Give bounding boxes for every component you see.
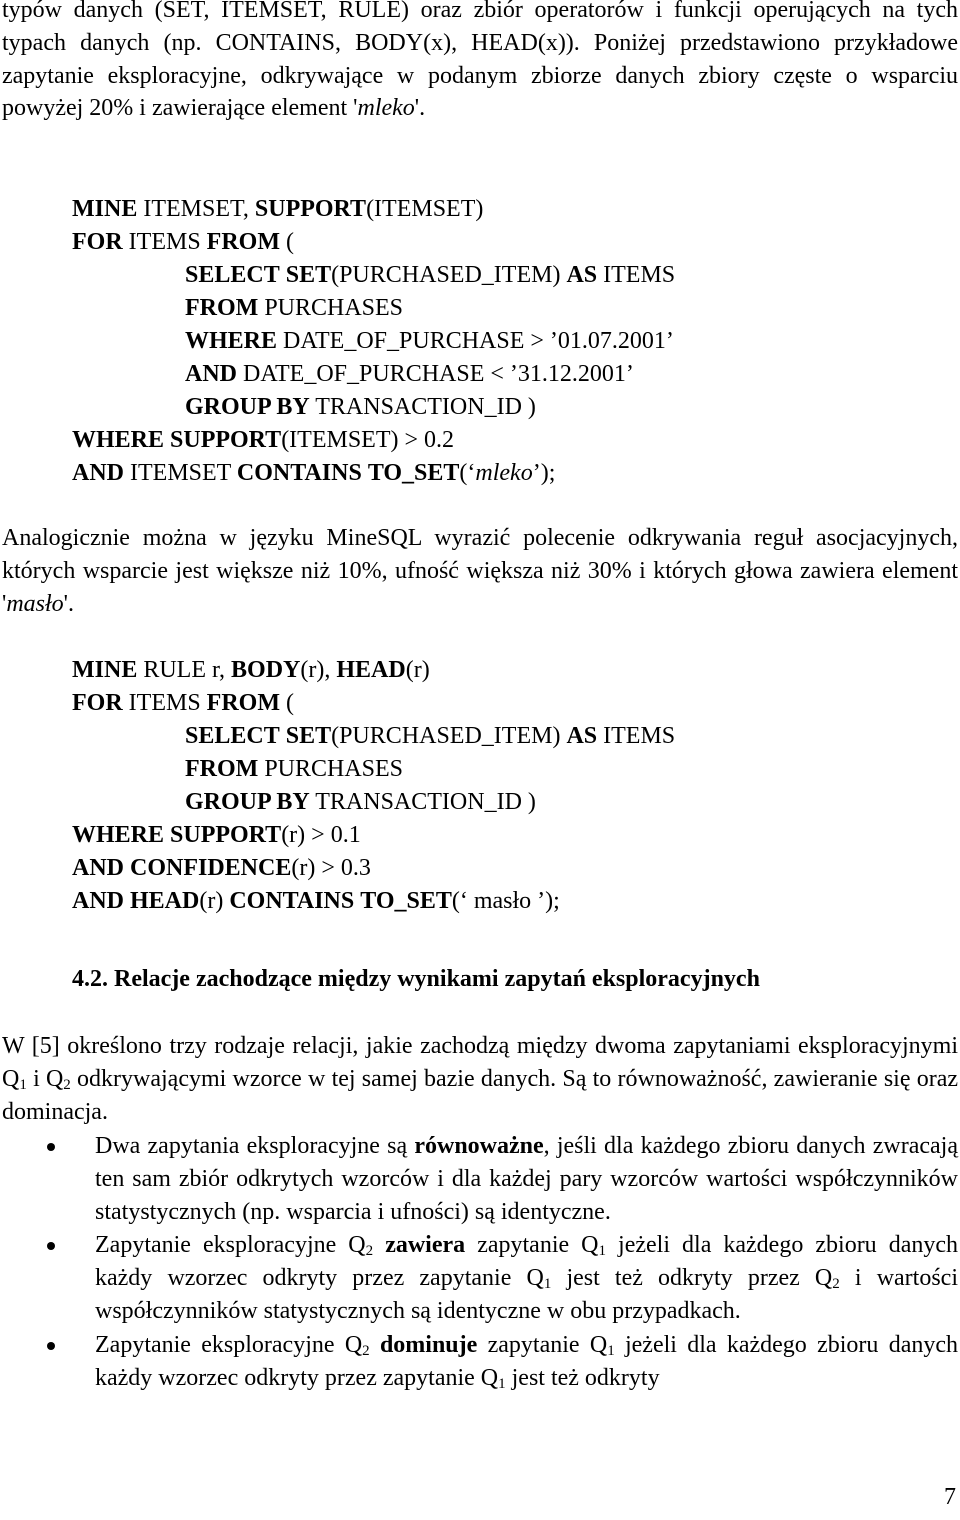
page-number: 7 xyxy=(944,1484,956,1510)
bullet-icon xyxy=(47,1342,55,1350)
paragraph-minesql-rules: Analogicznie można w języku MineSQL wyrazić polecenie odkrywania reguł asocjacyjnych, których wsparcie jest większe niż 10%, ufność większa niż 30% i których głowa zawiera element 'masło'. xyxy=(2,525,958,617)
list-item-dominance: Zapytanie eksploracyjne $Q_2$ dominuje zapytanie $Q_1$ jeżeli dla każdego zbioru danych każdy wzorzec odkryty przez zapytanie $Q_1$ jest też odkryty xyxy=(0,1329,958,1395)
q1-line-1: MINE ITEMSET, SUPPORT(ITEMSET) xyxy=(72,196,484,222)
section-number: 4.2. xyxy=(72,966,108,992)
q2-line-3: SELECT SET(PURCHASED_ITEM) AS ITEMS xyxy=(185,723,676,749)
paragraph-relations: W [5] określono trzy rodzaje relacji, jakie zachodzą między dwoma zapytaniami eksploracyjnymi $Q_1$ i $Q_2$ odkrywającymi wzorce w tej samej bazie danych. Są to równoważność, zawieranie się oraz dominacja. xyxy=(2,1033,959,1125)
q1-line-6: AND DATE_OF_PURCHASE < ’31.12.2001’ xyxy=(185,361,634,387)
q1-line-8: WHERE SUPPORT(ITEMSET) > 0.2 xyxy=(72,427,455,453)
q2-line-5: GROUP BY TRANSACTION_ID ) xyxy=(185,789,536,815)
section-title: Relacje zachodzące między wynikami zapytań eksploracyjnych xyxy=(114,966,760,992)
list-item-containment: Zapytanie eksploracyjne $Q_2$ zawiera zapytanie $Q_1$ jeżeli dla każdego zbioru danych każdy wzorzec odkryty przez zapytanie $Q_1$ jest też odkryty przez $Q_2$ i wartości współczynników statystycznych są identyczne w obu przypadkach. xyxy=(0,1229,958,1327)
q1-line-5: WHERE DATE_OF_PURCHASE > ’01.07.2001’ xyxy=(185,328,674,354)
relations-list xyxy=(0,1130,958,1394)
q1-line-9: AND ITEMSET CONTAINS TO_SET(‘mleko’); xyxy=(72,460,556,486)
q2-line-7: AND CONFIDENCE(r) > 0.3 xyxy=(72,855,371,881)
q1-line-4: FROM PURCHASES xyxy=(185,295,404,321)
q1-line-7: GROUP BY TRANSACTION_ID ) xyxy=(185,394,536,420)
list-item-equivalence: Dwa zapytania eksploracyjne są równoważne, jeśli dla każdego zbioru danych zwracają ten sam zbiór odkrytych wzorców i dla każdej pary wzorców wartości współczynników statystycznych (np. wsparcia i ufności) są identyczne. xyxy=(0,1130,958,1228)
bullet-icon xyxy=(47,1242,55,1250)
q1-line-3: SELECT SET(PURCHASED_ITEM) AS ITEMS xyxy=(185,262,676,288)
bullet-icon xyxy=(47,1143,55,1151)
q2-line-6: WHERE SUPPORT(r) > 0.1 xyxy=(72,822,361,848)
q2-line-1: MINE RULE r, BODY(r), HEAD(r) xyxy=(72,657,430,683)
q2-line-2: FOR ITEMS FROM ( xyxy=(72,690,294,716)
q2-line-4: FROM PURCHASES xyxy=(185,756,404,782)
intro-paragraph: typów danych (SET, ITEMSET, RULE) oraz zbiór operatorów i funkcji operujących na tych typach danych (np. CONTAINS, BODY(x), HEAD(x)). Poniżej przedstawiono przykładowe zapytanie eksploracyjne, odkrywające w podanym zbiorze danych zbiory częste o wsparciu powyżej 20% i zawierające element 'mleko'. xyxy=(2,0,958,122)
q2-line-8: AND HEAD(r) CONTAINS TO_SET(‘ masło ’); xyxy=(72,888,560,914)
section-heading xyxy=(72,966,760,993)
q1-line-2: FOR ITEMS FROM ( xyxy=(72,229,294,255)
